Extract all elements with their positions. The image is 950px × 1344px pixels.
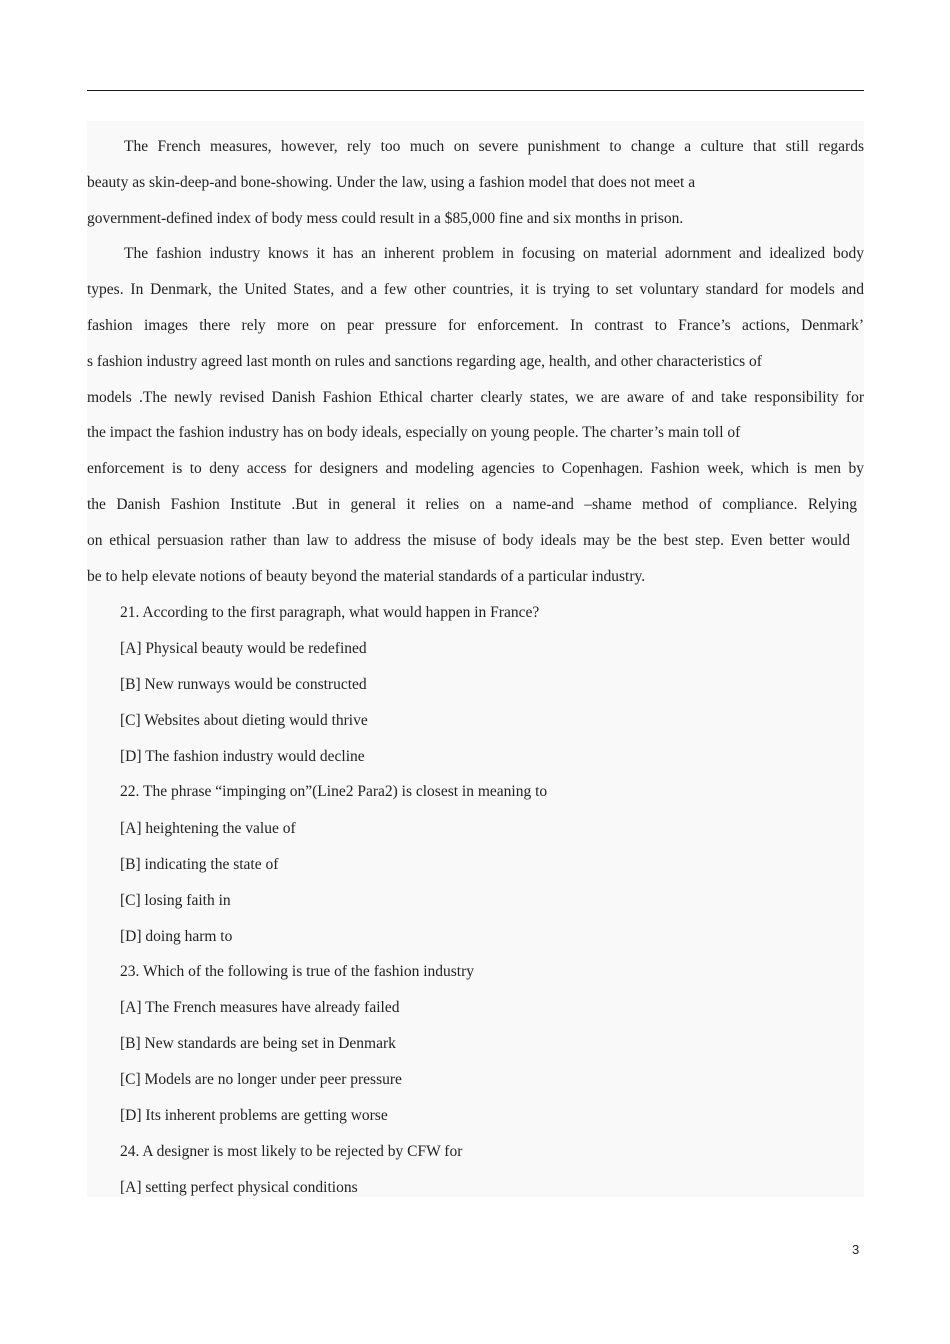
question-22-option-d: [D] doing harm to bbox=[120, 928, 233, 945]
question-21-option-d: [D] The fashion industry would decline bbox=[120, 748, 365, 765]
paragraph-2-line: enforcement is to deny access for designers and modeling agencies to Copenhagen. Fashion week, which is men by bbox=[87, 460, 864, 477]
paragraph-2-line: be to help elevate notions of beauty beyond the material standards of a particular industry. bbox=[87, 568, 646, 585]
paragraph-2-line: the impact the fashion industry has on body ideals, especially on young people. The charter’s main toll of bbox=[87, 424, 741, 441]
question-22-stem: 22. The phrase “impinging on”(Line2 Para2) is closest in meaning to bbox=[120, 783, 548, 800]
paragraph-2-line: fashion images there rely more on pear pressure for enforcement. In contrast to France’s actions, Denmark’ bbox=[87, 317, 864, 334]
paragraph-2-line: s fashion industry agreed last month on rules and sanctions regarding age, health, and other characteristics of bbox=[87, 353, 762, 370]
question-23-stem: 23. Which of the following is true of the fashion industry bbox=[120, 963, 475, 980]
paragraph-2-line: the Danish Fashion Institute .But in general it relies on a name-and –shame method of compliance. Relying bbox=[87, 496, 857, 513]
page-number: 3 bbox=[852, 1242, 860, 1257]
question-22-option-a: [A] heightening the value of bbox=[120, 820, 296, 837]
question-24-option-a: [A] setting perfect physical conditions bbox=[120, 1179, 358, 1196]
paragraph-2-line: The fashion industry knows it has an inherent problem in focusing on material adornment and idealized body bbox=[124, 245, 864, 262]
question-24-stem: 24. A designer is most likely to be rejected by CFW for bbox=[120, 1143, 463, 1160]
question-22-option-b: [B] indicating the state of bbox=[120, 856, 279, 873]
question-21-option-a: [A] Physical beauty would be redefined bbox=[120, 640, 367, 657]
question-21-stem: 21. According to the first paragraph, what would happen in France? bbox=[120, 604, 540, 621]
question-21-option-c: [C] Websites about dieting would thrive bbox=[120, 712, 368, 729]
paragraph-1-line: The French measures, however, rely too much on severe punishment to change a culture that still regards bbox=[124, 138, 864, 155]
question-23-option-d: [D] Its inherent problems are getting worse bbox=[120, 1107, 388, 1124]
question-23-option-a: [A] The French measures have already failed bbox=[120, 999, 400, 1016]
paragraph-2-line: types. In Denmark, the United States, and a few other countries, it is trying to set voluntary standard for models and bbox=[87, 281, 864, 298]
question-23-option-b: [B] New standards are being set in Denmark bbox=[120, 1035, 396, 1052]
question-23-option-c: [C] Models are no longer under peer pressure bbox=[120, 1071, 402, 1088]
question-22-option-c: [C] losing faith in bbox=[120, 892, 231, 909]
paragraph-1-line: government-defined index of body mess could result in a $85,000 fine and six months in prison. bbox=[87, 210, 684, 227]
paragraph-2-line: models .The newly revised Danish Fashion Ethical charter clearly states, we are aware of and take responsibility for bbox=[87, 389, 864, 406]
question-21-option-b: [B] New runways would be constructed bbox=[120, 676, 367, 693]
paragraph-2-line: on ethical persuasion rather than law to address the misuse of body ideals may be the best step. Even better would bbox=[87, 532, 850, 549]
paragraph-1-line: beauty as skin-deep-and bone-showing. Under the law, using a fashion model that does not meet a bbox=[87, 174, 696, 191]
header-rule bbox=[87, 90, 864, 91]
